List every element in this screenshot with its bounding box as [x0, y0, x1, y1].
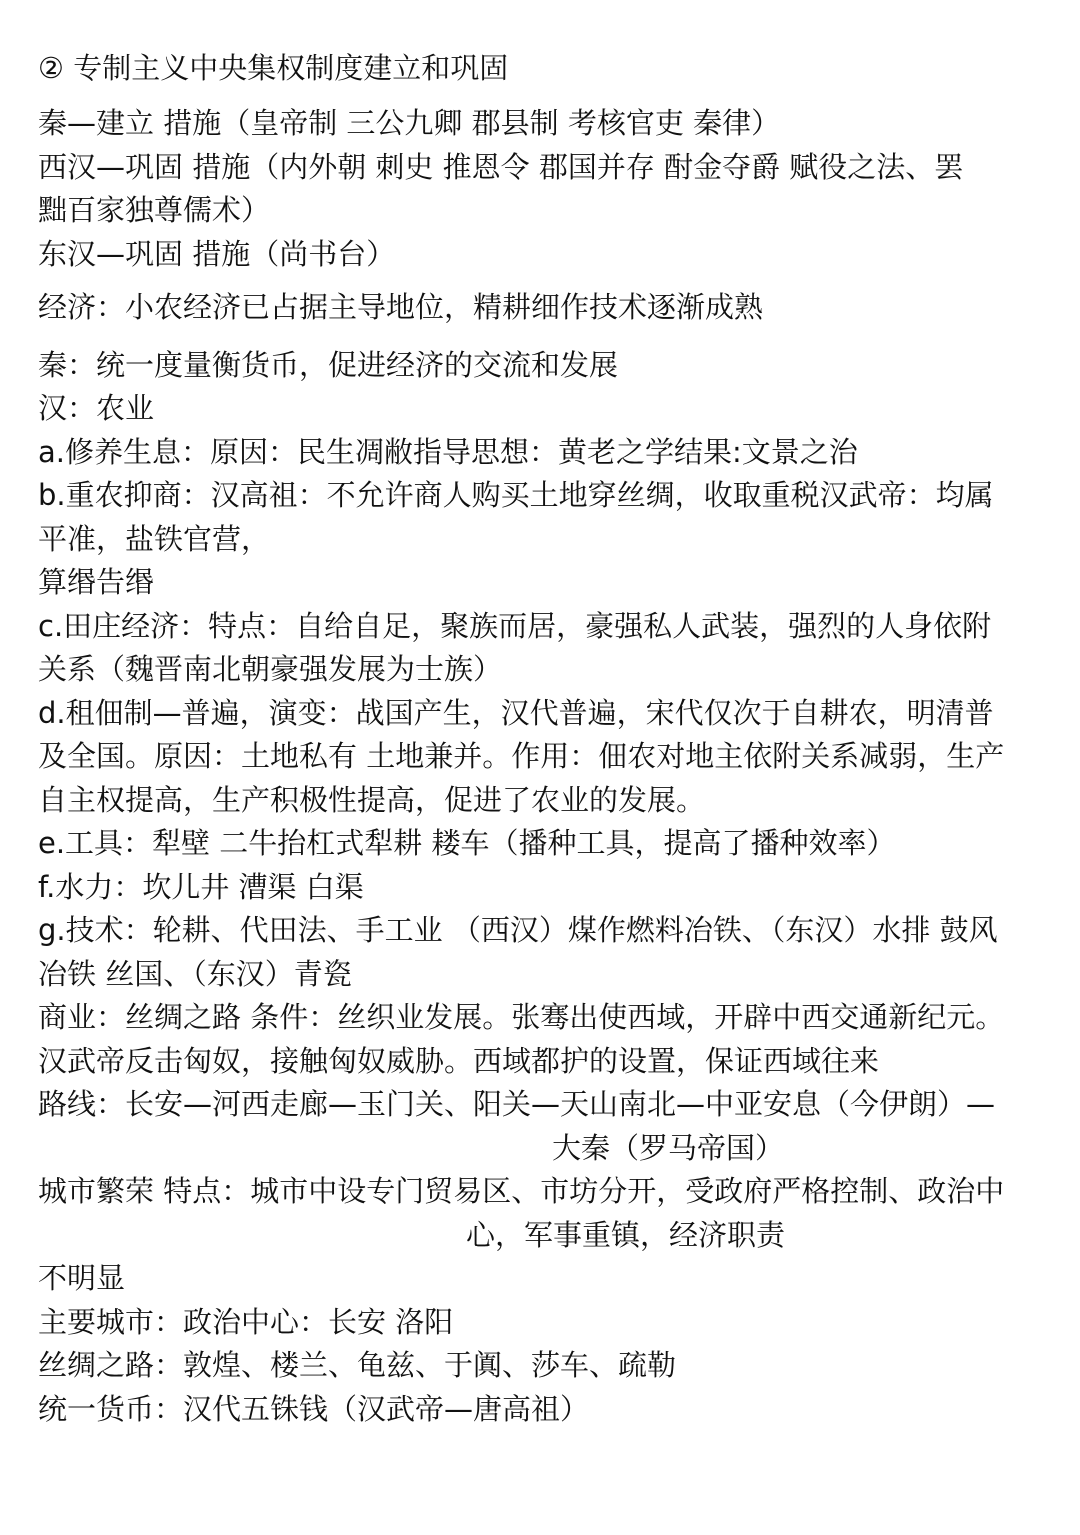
- economy-line: 汉：农业: [38, 391, 155, 425]
- politics-line: 秦—建立 措施（皇帝制 三公九卿 郡县制 考核官吏 秦律）: [38, 106, 781, 140]
- tail-line: 主要城市：政治中心：长安 洛阳: [38, 1304, 454, 1339]
- economy-line: 秦：统一度量衡货币，促进经济的交流和发展: [38, 347, 619, 382]
- economy-line: g.技术：轮耕、代田法、手工业 （西汉）煤作燃料冶铁、（东汉）水排 鼓风: [38, 913, 998, 947]
- economy-line: 算缗告缗: [38, 565, 155, 599]
- city-line: 城市繁荣 特点：城市中设专门贸易区、市坊分开，受政府严格控制、政治中: [38, 1174, 1005, 1208]
- city-continuation: 心，军事重镇，经济职责: [466, 1217, 786, 1252]
- economy-line: 自主权提高，生产积极性提高，促进了农业的发展。: [38, 782, 706, 817]
- economy-line: b.重农抑商：汉高祖：不允许商人购买土地穿丝绸，收取重税汉武帝：均属: [38, 478, 994, 512]
- economy-line: d.租佃制—普遍，演变：战国产生，汉代普遍，宋代仅次于自耕农，明清普: [38, 695, 994, 730]
- economy-line: 商业：丝绸之路 条件：丝织业发展。张骞出使西域，开辟中西交通新纪元。: [38, 1000, 1005, 1034]
- politics-line: 西汉—巩固 措施（内外朝 刺史 推恩令 郡国并存 酎金夺爵 赋役之法、罢: [38, 149, 964, 184]
- economy-block: [38, 344, 1042, 1432]
- economy-line: 及全国。原因：土地私有 土地兼并。作用：佃农对地主依附关系减弱，生产: [38, 739, 1005, 773]
- tail-line: 不明显: [38, 1261, 126, 1295]
- economy-line: a.修养生息：原因：民生凋敝指导思想：黄老之学结果:文景之治: [38, 434, 858, 469]
- tail-line: 统一货币：汉代五铢钱（汉武帝—唐高祖）: [38, 1391, 590, 1426]
- economy-line: 路线：长安—河西走廊—玉门关、阳关—天山南北—中亚安息（今伊朗）—: [38, 1087, 996, 1121]
- economy-line: f.水力：坎儿井 漕渠 白渠: [38, 869, 364, 904]
- tail-line: 丝绸之路：敦煌、楼兰、龟兹、于阗、莎车、疏勒: [38, 1348, 677, 1382]
- economy-line: 平准，盐铁官营，: [38, 521, 271, 556]
- route-continuation: 大秦（罗马帝国）: [552, 1130, 785, 1165]
- politics-block: [38, 102, 1042, 276]
- economy-line: 冶铁 丝国、（东汉）青瓷: [38, 956, 352, 991]
- economy-line: e.工具：犁壁 二牛抬杠式犁耕 耧车（播种工具，提高了播种效率）: [38, 826, 896, 860]
- document-page: [38, 44, 1042, 1431]
- economy-line: c.田庄经济：特点：自给自足，聚族而居，豪强私人武装，强烈的人身依附: [38, 608, 992, 643]
- politics-line: 东汉—巩固 措施（尚书台）: [38, 236, 396, 271]
- economy-line: 关系（魏晋南北朝豪强发展为士族）: [38, 652, 503, 686]
- section-title: ② 专制主义中央集权制度建立和巩固: [38, 51, 509, 85]
- politics-line: 黜百家独尊儒术）: [38, 193, 271, 227]
- economy-line: 汉武帝反击匈奴，接触匈奴威胁。西域都护的设置，保证西域往来: [38, 1043, 880, 1078]
- economy-summary: 经济：小农经济已占据主导地位，精耕细作技术逐渐成熟: [38, 290, 764, 324]
